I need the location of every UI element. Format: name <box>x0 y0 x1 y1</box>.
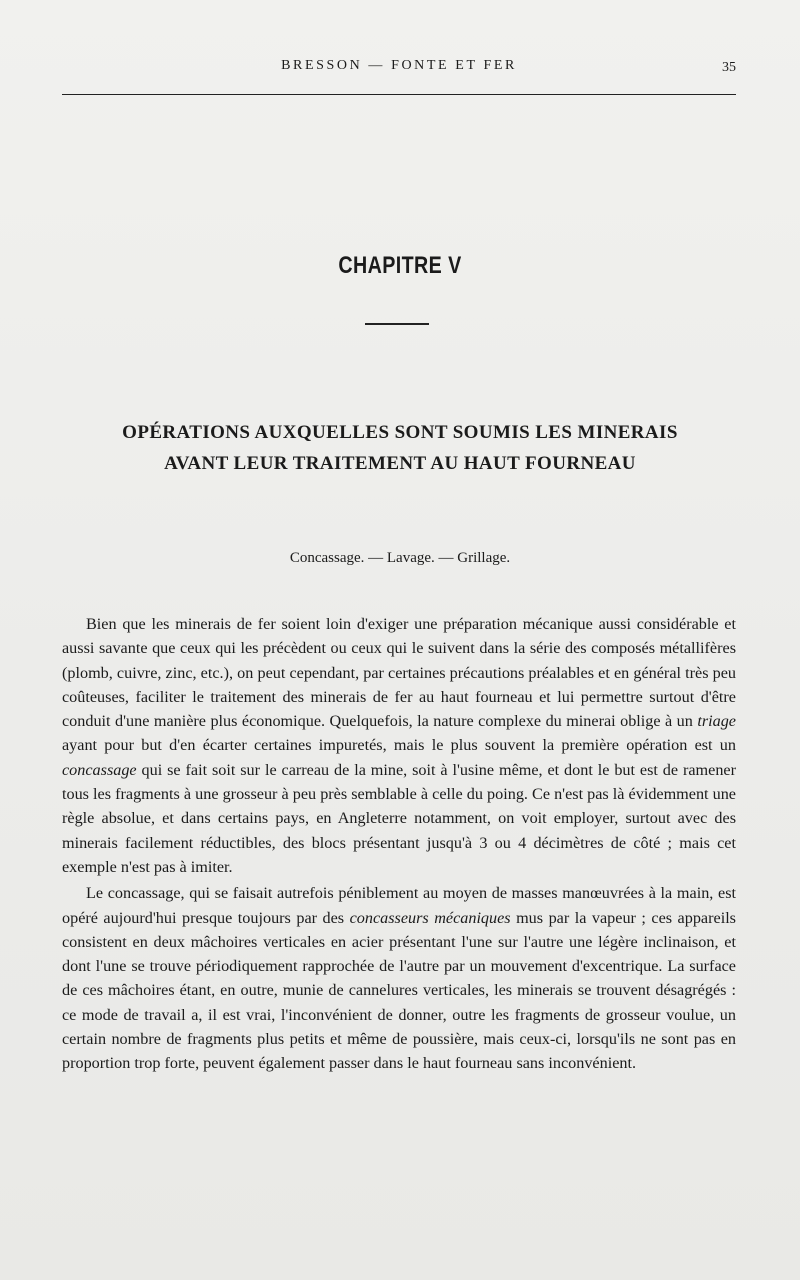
body-text <box>62 612 736 1076</box>
paragraph-1-text-c: qui se fait soit sur le carreau de la mine, soit à l'usine même, et dont le but est de ramener tous les fragments à une grosseur à peu près semblable à celle du poing. Ce n'est pas là évidemment une règle absolue, et dans certains pays, en Angleterre notamment, on voit employer, surtout avec des minerais facilement réductibles, des blocs présentant jusqu'à 3 ou 4 décimètres de côté ; mais cet exemple n'est pas à imiter. <box>62 760 736 876</box>
paragraph-1-text-a: Bien que les minerais de fer soient loin d'exiger une préparation mécanique aussi considérable et aussi savante que ceux qui les précèdent ou ceux qui le suivent dans la série des composés métallifères (plomb, cuivre, zinc, etc.), on peut cependant, par certaines précautions préalables et en général très peu coûteuses, faciliter le traitement des minerais de fer au haut fourneau et lui permettre surtout d'être conduit d'une manière plus économique. Quelquefois, la nature complexe du minerai oblige à un <box>62 615 736 731</box>
page-number: 35 <box>722 60 736 75</box>
header-rule <box>62 94 736 95</box>
term-concassage: concassage <box>62 760 137 779</box>
chapter-divider <box>365 323 429 325</box>
paragraph-2-text-b: mus par la vapeur ; ces appareils consistent en deux mâchoires verticales en acier présentant l'une sur l'autre une légère inclinaison, et dont l'une se trouve périodiquement rapprochée de l'autre par un mouvement d'excentrique. La surface de ces mâchoires étant, en outre, munie de cannelures verticales, les minerais se trouvent désagrégés : ce mode de travail a, il est vrai, l'inconvénient de donner, outre les fragments de grosseur voulue, un certain nombre de fragments plus petits et même de poussière, mais ceux-ci, lorsqu'ils ne sont pas en proportion trop forte, peuvent également passer dans le haut fourneau sans inconvénient. <box>62 908 736 1073</box>
paragraph-1 <box>62 612 736 879</box>
chapter-summary: Concassage. — Lavage. — Grillage. <box>289 550 511 566</box>
paragraph-2 <box>62 881 736 1075</box>
chapter-heading: CHAPITRE V <box>338 252 462 279</box>
chapter-title-line-2: AVANT LEUR TRAITEMENT AU HAUT FOURNEAU <box>164 453 636 474</box>
running-title: BRESSON — FONTE ET FER <box>281 58 517 73</box>
paragraph-2-text-a: Le concassage, qui se faisait autrefois péniblement au moyen de masses manœuvrées à la main, est opéré aujourd'hui presque toujours par des <box>62 884 736 927</box>
paragraph-1-text-b: ayant pour but d'en écarter certaines impuretés, mais le plus souvent la première opération est un <box>62 736 736 755</box>
page-header <box>62 58 736 88</box>
chapter-title-line-1: OPÉRATIONS AUXQUELLES SONT SOUMIS LES MINERAIS <box>122 422 678 443</box>
term-triage: triage <box>697 712 736 731</box>
term-concasseurs: concasseurs mécaniques <box>349 908 511 927</box>
